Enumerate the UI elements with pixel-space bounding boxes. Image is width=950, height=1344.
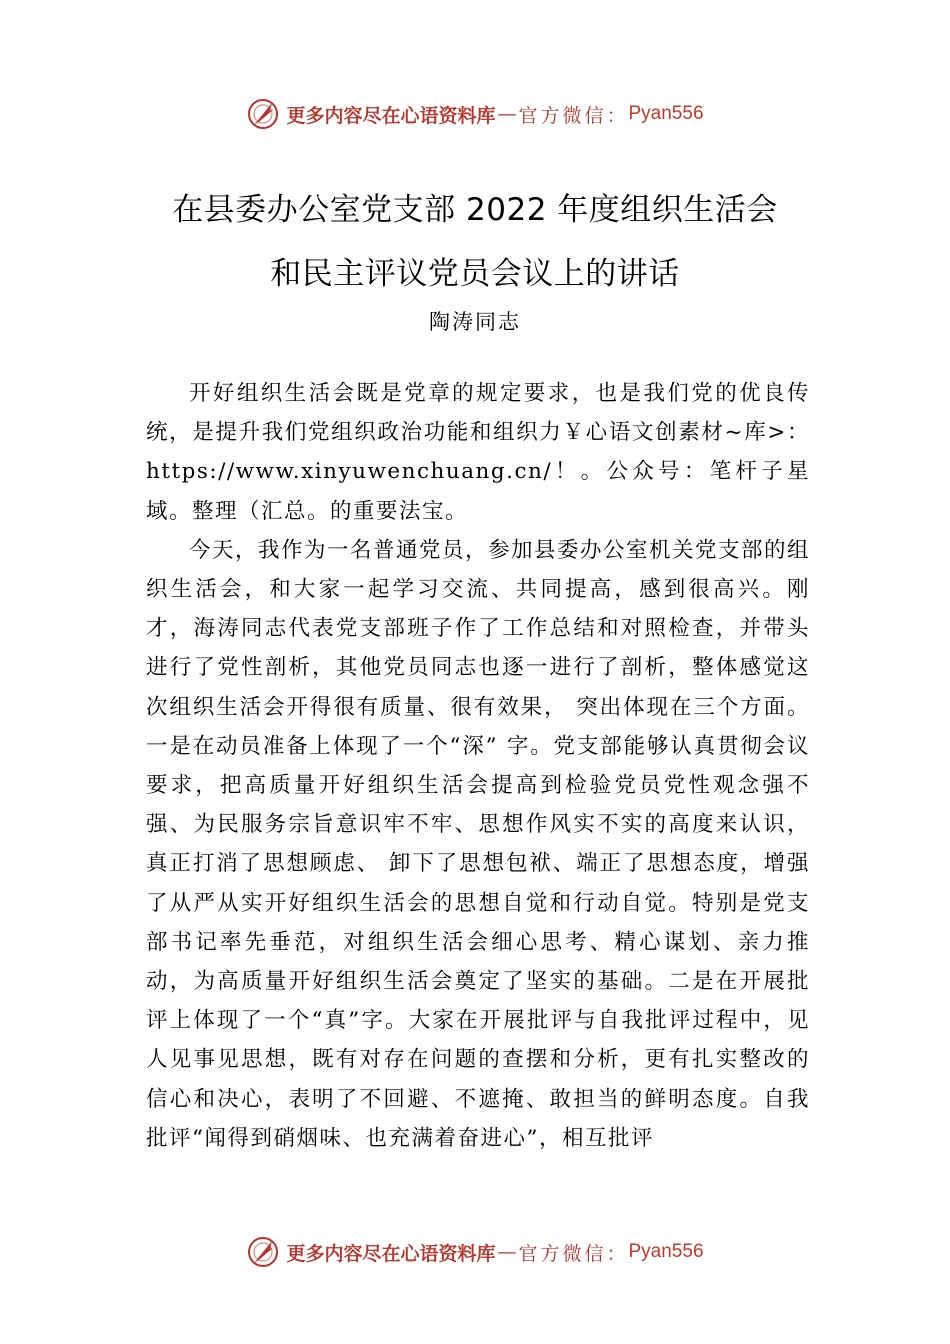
quill-logo-icon	[246, 97, 280, 131]
document-title	[0, 178, 950, 306]
quill-logo-icon	[246, 1235, 280, 1269]
footer-banner	[0, 1232, 950, 1272]
paragraph-2: 今天，我作为一名普通党员，参加县委办公室机关党支部的组织生活会，和大家一起学习交流、共同提高，感到很高兴。刚才，海涛同志代表党支部班子作了工作总结和对照检查，并带头进行了党性剖析，其他党员同志也逐一进行了剖析，整体感觉这次组织生活会开得很有质量、很有效果， 突出体现在三个方面。一是在动员准备上体现了一个“深” 字。党支部能够认真贯彻会议要求，把高质量开好组织生活会提高到检验党员党性观念强不强、为民服务宗旨意识牢不牢、思想作风实不实的高度来认识，真正打消了思想顾虑、 卸下了思想包袱、端正了思想态度，增强了从严从实开好组织生活会的思想自觉和行动自觉。特别是党支部书记率先垂范，对组织生活会细心思考、精心谋划、亲力推动，为高质量开好组织生活会奠定了坚实的基础。二是在开展批评上体现了一个“真”字。大家在开展批评与自我批评过程中，见人见事见思想，既有对存在问题的查摆和分析，更有扎实整改的信心和决心，表明了不回避、不遮掩、敢担当的鲜明态度。自我批评“闻得到硝烟味、也充满着奋进心”，相互批评	[146, 537, 811, 1151]
footer-main-text: 更多内容尽在心语资料库	[286, 1242, 496, 1265]
banner-wechat-id: Pyan556	[628, 103, 704, 124]
banner-wechat-label: 官方微信：	[518, 104, 629, 127]
document-author: 陶涛同志	[429, 310, 521, 334]
document-body	[146, 374, 810, 1158]
footer-separator: —	[497, 1241, 517, 1263]
title-line-2: 和民主评议党员会议上的讲话	[270, 256, 680, 292]
title-line-1: 在县委办公室党支部 2022 年度组织生活会	[172, 192, 778, 228]
banner-main-text: 更多内容尽在心语资料库	[286, 104, 496, 127]
header-banner	[0, 94, 950, 134]
banner-separator: —	[497, 103, 517, 125]
footer-wechat-label: 官方微信：	[518, 1242, 629, 1265]
footer-wechat-id: Pyan556	[628, 1241, 704, 1262]
paragraph-1: 开好组织生活会既是党章的规定要求，也是我们党的优良传统，是提升我们党组织政治功能和组织力￥心语文创素材~库>：https://www.xinyuwenchuang.cn/！。公众号：笔杆子星域。整理（汇总。的重要法宝。	[146, 381, 810, 524]
